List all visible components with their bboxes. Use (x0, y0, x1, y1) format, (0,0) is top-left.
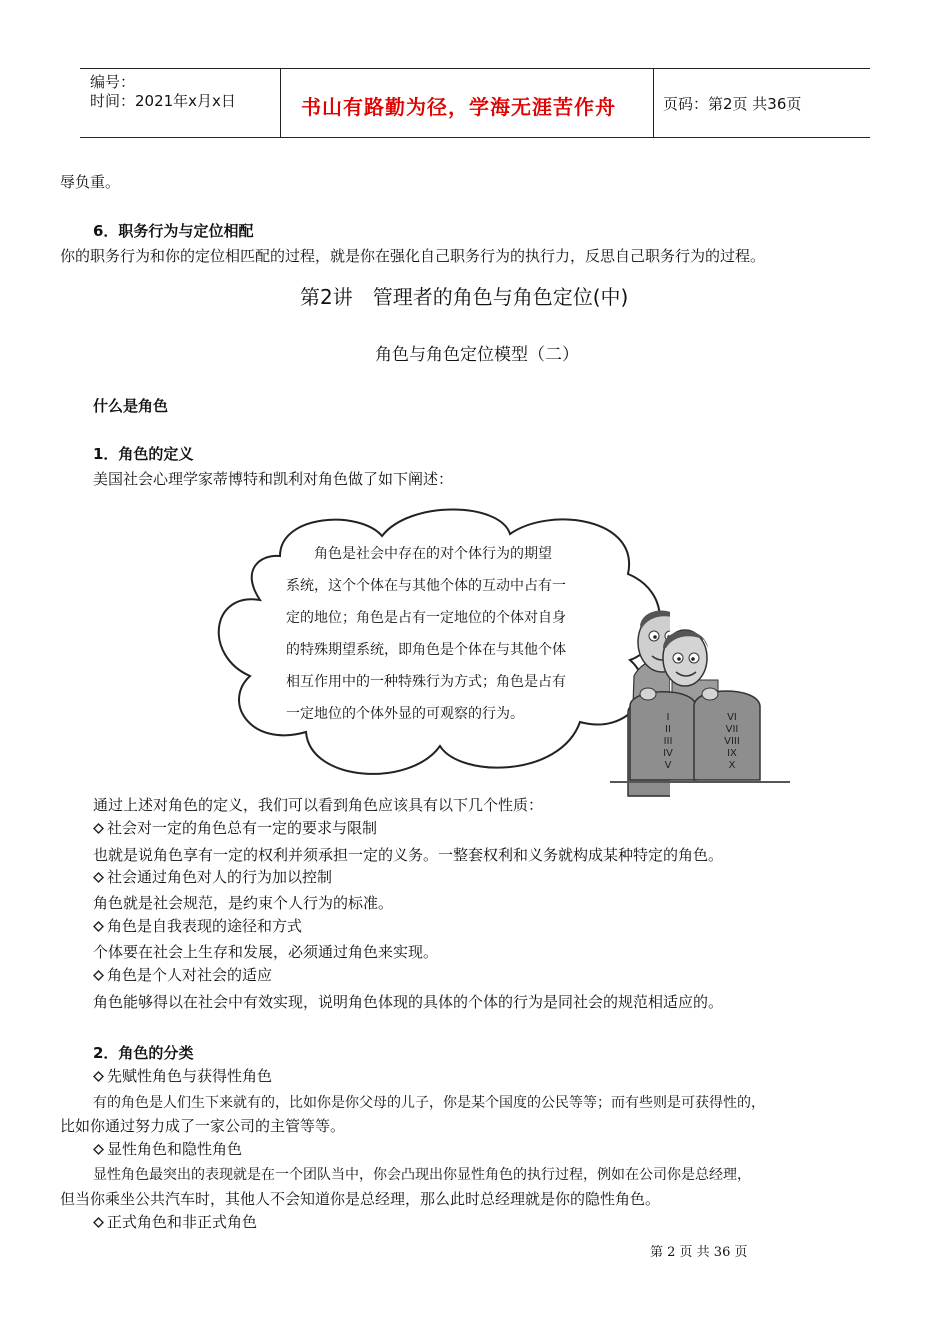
cloud-line: 角色是社会中存在的对个体行为的期望 (286, 546, 552, 562)
property-title (93, 818, 377, 838)
tablet-numeral: X (728, 760, 736, 771)
property-text: 也就是说角色享有一定的权利并须承担一定的义务。一整套权利和义务就构成某种特定的角色。 (93, 846, 724, 864)
paragraph: 你的职务行为和你的定位相匹配的过程，就是你在强化自己职务行为的执行力，反思自己职务行为的过程。 (60, 247, 766, 265)
cloud-line: 一定地位的个体外显的可观察的行为。 (286, 706, 524, 722)
left-tablet-numerals (648, 712, 688, 772)
property-title-text: 社会对一定的角色总有一定的要求与限制 (107, 819, 378, 837)
page-footer: 第 2 页 共 36 页 (650, 1245, 748, 1260)
continuation-text: 辱负重。 (60, 173, 121, 191)
date-label: 时间：2021年x月x日 (90, 92, 236, 110)
tablet-numeral: V (664, 760, 672, 771)
classification-title-text: 显性角色和隐性角色 (107, 1140, 243, 1158)
right-tablet-numerals (712, 712, 752, 772)
header-divider (653, 69, 654, 137)
section-heading: 2．角色的分类 (93, 1044, 194, 1062)
cloud-line: 系统，这个个体在与其他个体的互动中占有一 (286, 578, 566, 594)
tablet-numeral: VI (727, 712, 737, 723)
paragraph: 显性角色最突出的表现就是在一个团队当中，你会凸现出你显性角色的执行过程，例如在公司你是总经理， (93, 1167, 751, 1183)
number-label: 编号： (90, 73, 136, 91)
diamond-bullet-icon (93, 823, 104, 834)
diamond-bullet-icon (93, 921, 104, 932)
tablet-numeral: IV (663, 748, 673, 759)
paragraph: 有的角色是人们生下来就有的，比如你是你父母的儿子，你是某个国度的公民等等；而有些则是可获得性的， (93, 1095, 765, 1111)
cloud-text (286, 538, 610, 730)
classification-title-text: 正式角色和非正式角色 (107, 1213, 258, 1231)
man-with-tablets-icon (600, 620, 810, 786)
tablet-numeral: I (666, 712, 670, 723)
property-title (93, 867, 332, 887)
tablet-numeral: IX (727, 748, 737, 759)
cloud-line: 定的地位；角色是占有一定地位的个体对自身 (286, 610, 566, 626)
diamond-bullet-icon (93, 1071, 104, 1082)
lecture-title: 第2讲 管理者的角色与角色定位(中) (300, 285, 629, 309)
paragraph: 比如你通过努力成了一家公司的主管等等。 (60, 1117, 346, 1135)
tablet-numeral: VIII (724, 736, 740, 747)
diamond-bullet-icon (93, 1217, 104, 1228)
property-title-text: 角色是自我表现的途径和方式 (107, 917, 303, 935)
diamond-bullet-icon (93, 970, 104, 981)
subtitle: 角色与角色定位模型（二） (375, 345, 579, 365)
property-text: 角色能够得以在社会中有效实现，说明角色体现的具体的个体的行为是同社会的规范相适应的。 (93, 993, 724, 1011)
section-heading: 1．角色的定义 (93, 445, 194, 463)
property-title-text: 角色是个人对社会的适应 (107, 966, 273, 984)
property-title (93, 965, 272, 985)
header-divider (280, 69, 281, 137)
classification-title (93, 1212, 257, 1232)
section-heading: 什么是角色 (93, 397, 169, 415)
cloud-line: 相互作用中的一种特殊行为方式；角色是占有 (286, 674, 566, 690)
diamond-bullet-icon (93, 1144, 104, 1155)
motto: 书山有路勤为径，学海无涯苦作舟 (301, 95, 616, 119)
tablet-numeral: VII (725, 724, 739, 735)
tablet-numeral: III (663, 736, 673, 747)
paragraph: 美国社会心理学家蒂博特和凯利对角色做了如下阐述： (93, 470, 454, 488)
classification-title (93, 1066, 272, 1086)
cloud-line: 的特殊期望系统，即角色是个体在与其他个体 (286, 642, 566, 658)
paragraph: 但当你乘坐公共汽车时，其他人不会知道你是总经理，那么此时总经理就是你的隐性角色。 (60, 1190, 661, 1208)
tablet-numeral: II (665, 724, 671, 735)
property-text: 个体要在社会上生存和发展，必须通过角色来实现。 (93, 943, 439, 961)
property-title (93, 916, 302, 936)
document-header (80, 68, 870, 138)
section-heading: 6．职务行为与定位相配 (93, 222, 254, 240)
diamond-bullet-icon (93, 872, 104, 883)
page-info: 页码：第2页 共36页 (663, 95, 802, 113)
property-text: 角色就是社会规范，是约束个人行为的标准。 (93, 894, 394, 912)
classification-title (93, 1139, 242, 1159)
paragraph: 通过上述对角色的定义，我们可以看到角色应该具有以下几个性质： (93, 796, 544, 814)
property-title-text: 社会通过角色对人的行为加以控制 (107, 868, 333, 886)
classification-title-text: 先赋性角色与获得性角色 (107, 1067, 273, 1085)
